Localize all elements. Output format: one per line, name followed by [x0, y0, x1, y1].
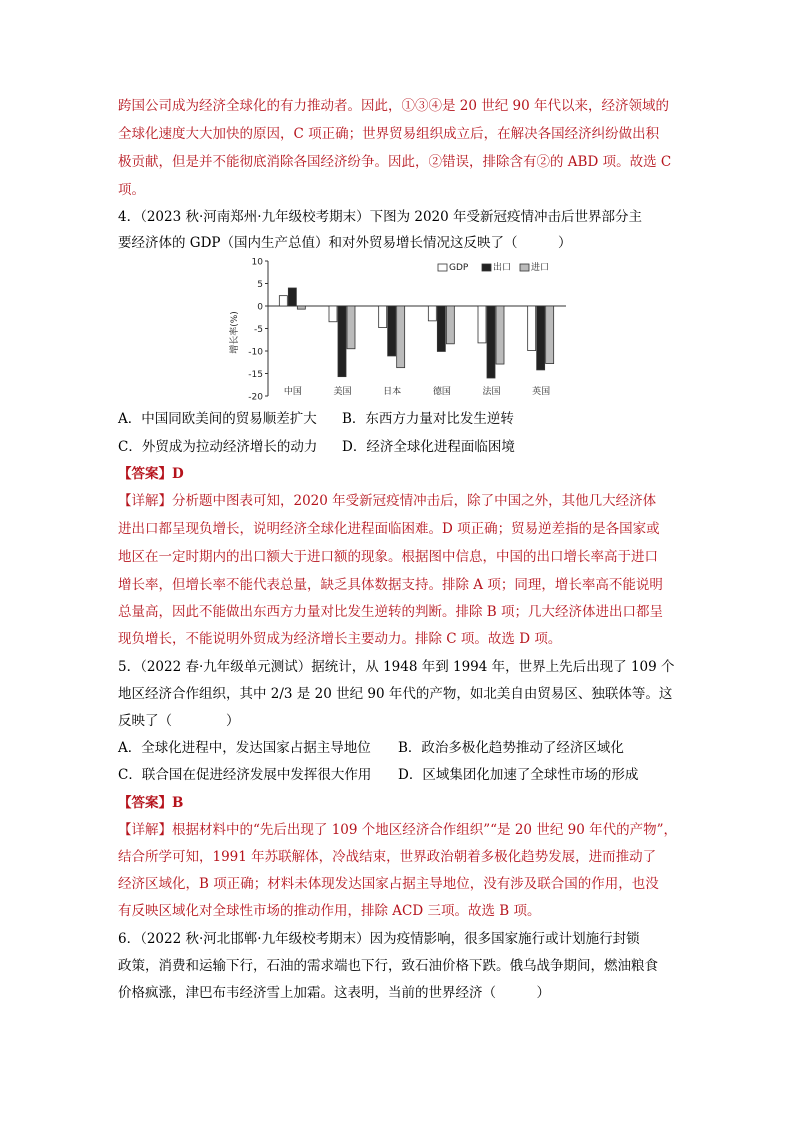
- bar: [388, 306, 396, 356]
- bar: [437, 306, 445, 351]
- legend-swatch: [438, 264, 447, 271]
- q5-answer: 【答案】B: [118, 795, 184, 811]
- y-axis-label: 增长率(%): [230, 311, 240, 354]
- q5-explanation-line-4: 有反映区域化对全球性市场的推动作用，排除 ACD 三项。故选 B 项。: [118, 903, 541, 919]
- bar: [546, 306, 554, 364]
- bar: [279, 296, 287, 306]
- legend-swatch: [520, 264, 529, 271]
- q5-explanation-line-2: 结合所学可知，1991 年苏联解体，冷战结束，世界政治朝着多极化趋势发展，进而推动了: [118, 849, 657, 865]
- bar: [537, 306, 545, 370]
- legend-label: 出口: [493, 263, 512, 273]
- q4-stem-line-1: 4．（2023 秋·河南郑州·九年级校考期末）下图为 2020 年受新冠疫情冲击后世界部分主: [118, 209, 643, 225]
- y-tick-label: 0: [257, 302, 263, 313]
- bar: [478, 306, 486, 343]
- q5-explanation-line-3: 经济区域化，B 项正确；材料未体现发达国家占据主导地位，没有涉及联合国的作用，也没: [118, 876, 659, 892]
- bar: [347, 306, 355, 349]
- q4-option-a: A．中国同欧美间的贸易顺差扩大: [118, 411, 317, 427]
- q4-option-d: D．经济全球化进程面临困境: [342, 439, 515, 455]
- q4-explanation-line-6: 现负增长，不能说明外贸成为经济增长主要动力。排除 C 项。故选 D 项。: [118, 631, 562, 647]
- y-tick-label: -15: [248, 370, 263, 380]
- q5-stem-line-1: 5．（2022 春·九年级单元测试）据统计，从 1948 年到 1994 年，世界上先后出现了 109 个: [118, 659, 675, 675]
- bar: [496, 306, 504, 364]
- q4-stem-line-2: 要经济体的 GDP（国内生产总值）和对外贸易增长情况这反映了（ ）: [118, 235, 572, 251]
- bar: [487, 306, 495, 378]
- q4-option-c: C．外贸成为拉动经济增长的动力: [118, 439, 318, 455]
- y-tick-label: 5: [257, 280, 263, 290]
- bar: [446, 306, 454, 344]
- category-label: 日本: [383, 387, 402, 397]
- bar: [528, 306, 536, 351]
- q6-stem-line-3: 价格疯涨，津巴布韦经济雪上加霜。这表明，当前的世界经济（ ）: [118, 985, 550, 1001]
- y-tick-label: -20: [248, 392, 263, 401]
- q4-answer: 【答案】D: [118, 466, 184, 482]
- q6-stem-line-1: 6．（2022 秋·河北邯郸·九年级校考期末）因为疫情影响，很多国家施行或计划施行封锁: [118, 931, 640, 947]
- legend-label: GDP: [449, 263, 469, 273]
- q5-stem-line-2: 地区经济合作组织，其中 2/3 是 20 世纪 90 年代的产物，如北美自由贸易区、独联体等。这: [118, 686, 673, 702]
- y-tick-label: -10: [248, 347, 263, 358]
- prev-explanation-line-3: 极贡献，但是并不能彻底消除各国经济纷争。因此，②错误，排除含有②的 ABD 项。故选 C: [118, 154, 672, 170]
- q5-explanation-line-1: 【详解】根据材料中的“先后出现了 109 个地区经济合作组织”“是 20 世纪 90 年代的产物”，: [118, 822, 677, 838]
- q4-explanation-line-4: 增长率，但增长率不能代表总量，缺乏具体数据支持。排除 A 项；同理，增长率高不能说明: [118, 577, 663, 593]
- bar: [397, 306, 405, 368]
- prev-explanation-line-2: 全球化速度大大加快的原因，C 项正确；世界贸易组织成立后，在解决各国经济纠纷做出积: [118, 126, 660, 142]
- gdp-trade-bar-chart: [226, 255, 566, 401]
- category-label: 美国: [333, 387, 352, 397]
- bar: [288, 288, 296, 306]
- category-label: 英国: [532, 387, 551, 397]
- bar: [297, 306, 305, 309]
- q5-option-d: D．区域集团化加速了全球性市场的形成: [398, 767, 639, 783]
- q5-option-b: B．政治多极化趋势推动了经济区域化: [398, 740, 624, 756]
- q5-option-c: C．联合国在促进经济发展中发挥很大作用: [118, 767, 372, 783]
- y-tick-label: -5: [254, 325, 263, 335]
- q6-stem-line-2: 政策，消费和运输下行，石油的需求端也下行，致石油价格下跌。俄乌战争期间，燃油粮食: [118, 958, 658, 974]
- q4-option-b: B．东西方力量对比发生逆转: [342, 411, 514, 427]
- category-label: 中国: [283, 387, 302, 397]
- bar: [428, 306, 436, 321]
- bar: [379, 306, 387, 328]
- legend-label: 进口: [531, 263, 550, 273]
- q5-stem-line-3: 反映了（ ）: [118, 713, 240, 729]
- bar: [338, 306, 346, 377]
- prev-explanation-line-4: 项。: [118, 182, 145, 198]
- prev-explanation-line-1: 跨国公司成为经济全球化的有力推动者。因此，①③④是 20 世纪 90 年代以来，经济领域的: [118, 98, 670, 114]
- q4-explanation-line-3: 地区在一定时期内的出口额大于进口额的现象。根据图中信息，中国的出口增长率高于进口: [118, 549, 658, 565]
- legend-swatch: [482, 264, 491, 271]
- q4-explanation-line-1: 【详解】分析题中图表可知，2020 年受新冠疫情冲击后，除了中国之外，其他几大经济体: [118, 493, 657, 509]
- y-tick-label: 10: [251, 257, 263, 268]
- category-label: 德国: [432, 387, 451, 397]
- q4-explanation-line-5: 总量高，因此不能做出东西方力量对比发生逆转的判断。排除 B 项；几大经济体进出口都呈: [118, 604, 664, 620]
- bar: [329, 306, 337, 322]
- category-label: 法国: [482, 387, 501, 397]
- q4-explanation-line-2: 进出口都呈现负增长，说明经济全球化进程面临困难。D 项正确；贸易逆差指的是各国家或: [118, 521, 660, 537]
- q5-option-a: A．全球化进程中，发达国家占据主导地位: [118, 740, 371, 756]
